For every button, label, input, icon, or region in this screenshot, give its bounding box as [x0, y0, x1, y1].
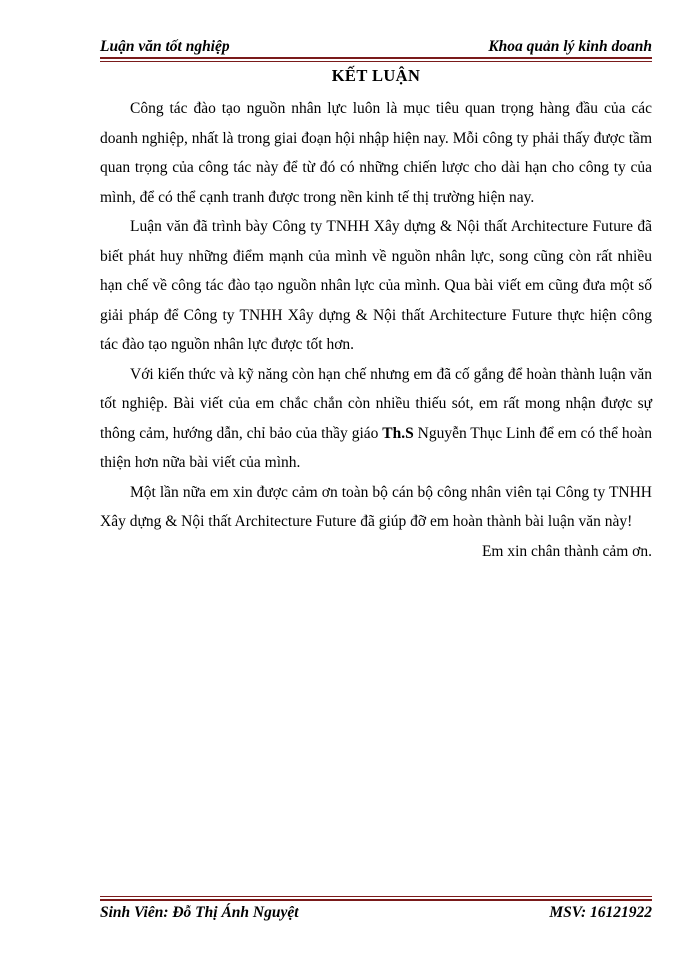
page-footer [100, 901, 652, 925]
paragraph-4: Một lần nữa em xin được cảm ơn toàn bộ cán bộ công nhân viên tại Công ty TNHH Xây dựng & Nội thất Architecture Future đã giúp đỡ em hoàn thành bài luận văn này! [100, 483, 652, 530]
advisor-title: Th.S [382, 424, 414, 442]
header-faculty-label: Khoa quản lý kinh doanh [488, 38, 652, 55]
page-header [100, 30, 652, 56]
header-thesis-label: Luận văn tốt nghiệp [100, 38, 230, 55]
paragraph-3-text-after: Nguyễn Thục Linh để em có thể hoàn thiện hơn nữa bài viết của mình. [100, 424, 652, 471]
footer-student-name: Sinh Viên: Đỗ Thị Ánh Nguyệt [100, 904, 299, 921]
paragraph-1: Công tác đào tạo nguồn nhân lực luôn là mục tiêu quan trọng hàng đầu của các doanh nghiệp, nhất là trong giai đoạn hội nhập hiện nay. Mỗi công ty phải thấy được tầm quan trọng của công tác này để từ đó có những chiến lược cho dài hạn cho công ty của mình, để có thể cạnh tranh được trong nền kinh tế thị trường hiện nay. [100, 100, 652, 206]
paragraph-3 [100, 360, 652, 478]
document-body [100, 94, 652, 566]
footer-student-id: MSV: 16121922 [549, 904, 652, 921]
paragraph-3-text-before: Với kiến thức và kỹ năng còn hạn chế nhưng em đã cố gắng để hoàn thành luận văn tốt nghiệp. Bài viết của em chắc chắn còn nhiều thiếu sót, em rất mong nhận được sự thông cảm, hướng dẫn, chỉ bảo của thầy giáo [100, 365, 652, 442]
header-rule [100, 57, 652, 62]
paragraph-2: Luận văn đã trình bày Công ty TNHH Xây dựng & Nội thất Architecture Future đã biết phát huy những điểm mạnh của mình về nguồn nhân lực, song cũng còn rất nhiều hạn chế về công tác đào tạo nguồn nhân lực của mình. Qua bài viết em cũng đưa một số giải pháp để Công ty TNHH Xây dựng & Nội thất Architecture Future thực hiện công tác đào tạo nguồn nhân lực được tốt hơn. [100, 218, 652, 353]
closing-line: Em xin chân thành cảm ơn. [481, 542, 652, 560]
page-title: KẾT LUẬN [331, 66, 421, 85]
